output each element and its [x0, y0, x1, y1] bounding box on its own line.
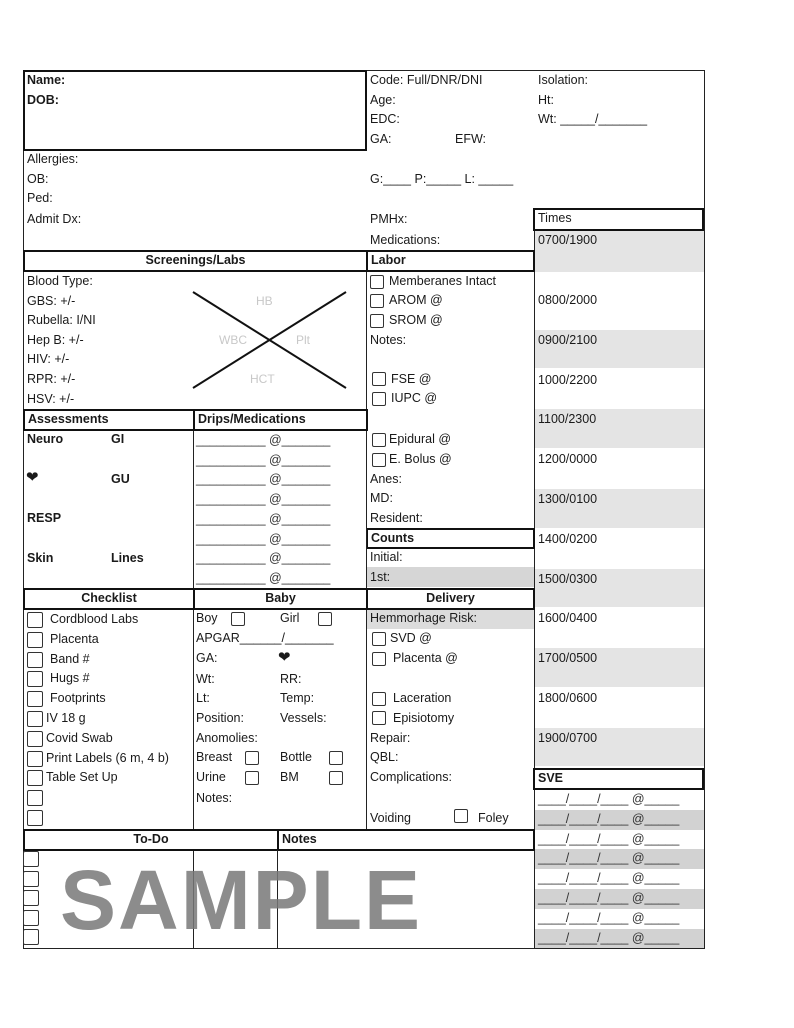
checklist-checkbox[interactable]	[27, 691, 43, 707]
checklist-checkbox[interactable]	[27, 612, 43, 628]
gpl-label: G:____ P:_____ L: _____	[370, 172, 514, 186]
drip-entry-line[interactable]: __________ @_______	[196, 492, 331, 507]
counts-first-label: 1st:	[370, 570, 391, 584]
bolus-label: E. Bolus @	[389, 452, 452, 466]
todo-checkbox[interactable]	[23, 929, 39, 945]
checklist-item: IV 18 g	[46, 711, 86, 725]
wbc-label: WBC	[219, 333, 247, 347]
bolus-checkbox[interactable]	[372, 453, 386, 467]
baby-header: Baby	[193, 588, 368, 610]
todo-header: To-Do	[23, 829, 279, 851]
checklist-item: Footprints	[50, 691, 106, 706]
heart-icon: ❤	[278, 649, 291, 666]
allergies-label: Allergies:	[27, 152, 79, 166]
episiotomy-checkbox[interactable]	[372, 711, 386, 725]
efw-label: EFW:	[455, 132, 487, 146]
time-slot-label: 1800/0600	[538, 691, 598, 705]
bottle-checkbox[interactable]	[329, 751, 343, 765]
checklist-item: Covid Swab	[46, 730, 113, 745]
lines-label: Lines	[111, 551, 144, 565]
fse-checkbox[interactable]	[372, 372, 386, 386]
baby-ga-label: GA:	[196, 651, 218, 665]
time-slot-label: 1500/0300	[538, 571, 598, 586]
boy-label: Boy	[196, 611, 218, 625]
hct-label: HCT	[250, 372, 275, 386]
code-label: Code: Full/DNR/DNI	[370, 73, 483, 87]
times-header: Times	[533, 208, 704, 231]
srom-checkbox[interactable]	[370, 314, 384, 328]
sve-entry-line[interactable]: ____/____/____ @_____	[538, 930, 680, 945]
arom-checkbox[interactable]	[370, 294, 384, 308]
screening-item: GBS: +/-	[27, 293, 76, 308]
checklist-checkbox[interactable]	[27, 632, 43, 648]
drip-entry-line[interactable]: __________ @_______	[196, 433, 331, 447]
ht-label: Ht:	[538, 93, 554, 107]
pmhx-label: PMHx:	[370, 212, 408, 226]
counts-initial-label: Initial:	[370, 550, 403, 564]
edc-label: EDC:	[370, 112, 400, 126]
screening-item: RPR: +/-	[27, 372, 76, 386]
counts-shade	[367, 567, 534, 587]
checklist-item: Print Labels (6 m, 4 b)	[46, 750, 169, 765]
laceration-checkbox[interactable]	[372, 692, 386, 706]
iupc-checkbox[interactable]	[372, 392, 386, 406]
time-slot-label: 1600/0400	[538, 611, 598, 626]
placenta-delivery-checkbox[interactable]	[372, 652, 386, 666]
labor-notes-label: Notes:	[370, 333, 407, 347]
iupc-label: IUPC @	[391, 391, 438, 405]
resident-label: Resident:	[370, 511, 423, 525]
placenta-delivery-label: Placenta @	[393, 651, 458, 665]
urine-checkbox[interactable]	[245, 771, 259, 785]
drip-entry-line[interactable]: __________ @_______	[196, 452, 331, 467]
lt-label: Lt:	[196, 691, 210, 705]
resp-label: RESP	[27, 511, 62, 525]
temp-label: Temp:	[280, 691, 315, 705]
drips-header: Drips/Medications	[193, 409, 368, 431]
srom-label: SROM @	[389, 313, 443, 327]
todo-checkbox[interactable]	[23, 910, 39, 926]
drip-entry-line[interactable]: __________ @_______	[196, 570, 331, 585]
heart-icon: ❤	[26, 469, 39, 486]
screening-item: Hep B: +/-	[27, 332, 84, 347]
breast-checkbox[interactable]	[245, 751, 259, 765]
checklist-checkbox[interactable]	[27, 810, 43, 826]
isolation-label: Isolation:	[538, 73, 589, 87]
rr-label: RR:	[280, 672, 302, 686]
gu-label: GU	[111, 472, 130, 486]
anes-label: Anes:	[370, 472, 402, 486]
neuro-label: Neuro	[27, 432, 64, 446]
svd-checkbox[interactable]	[372, 632, 386, 646]
checklist-item: Hugs #	[50, 671, 90, 686]
arom-label: AROM @	[389, 293, 443, 307]
breast-label: Breast	[196, 750, 233, 764]
admit-dx-label: Admit Dx:	[27, 212, 82, 226]
checklist-checkbox[interactable]	[27, 652, 43, 668]
episiotomy-label: Episiotomy	[393, 711, 455, 725]
sve-entry-line[interactable]: ____/____/____ @_____	[538, 891, 680, 905]
time-slot-label: 1300/0100	[538, 492, 598, 506]
bm-checkbox[interactable]	[329, 771, 343, 785]
apgar-label: APGAR______/_______	[196, 631, 334, 645]
sample-watermark: SAMPLE	[60, 853, 423, 947]
name-label: Name:	[27, 73, 66, 87]
divider	[366, 431, 367, 849]
sve-entry-line[interactable]: ____/____/____ @_____	[538, 910, 680, 925]
anomalies-label: Anomolies:	[196, 731, 258, 745]
checklist-item: Table Set Up	[46, 770, 118, 785]
epidural-label: Epidural @	[389, 432, 452, 446]
drip-entry-line[interactable]: __________ @_______	[196, 472, 331, 487]
counts-header: Counts	[366, 528, 535, 549]
screening-item: HSV: +/-	[27, 391, 75, 406]
baby-notes-label: Notes:	[196, 791, 233, 805]
complications-label: Complications:	[370, 770, 452, 784]
checklist-checkbox[interactable]	[27, 790, 43, 806]
membranes-label: Memberanes Intact	[389, 274, 496, 288]
checklist-item: Cordblood Labs	[50, 612, 139, 626]
checklist-item: Placenta	[50, 631, 99, 646]
sve-entry-line[interactable]: ____/____/____ @_____	[538, 831, 680, 846]
time-slot-label: 1200/0000	[538, 452, 598, 467]
position-label: Position:	[196, 711, 244, 725]
todo-checkbox[interactable]	[23, 890, 39, 906]
bottle-label: Bottle	[280, 750, 312, 764]
time-slot-label: 1700/0500	[538, 651, 598, 666]
notes-header: Notes	[277, 829, 535, 851]
fse-label: FSE @	[391, 372, 432, 386]
sve-entry-line[interactable]: ____/____/____ @_____	[538, 871, 680, 886]
epidural-checkbox[interactable]	[372, 433, 386, 447]
bm-label: BM	[280, 770, 299, 784]
sve-header: SVE	[533, 768, 704, 790]
md-label: MD:	[370, 491, 393, 505]
drip-entry-line[interactable]: __________ @_______	[196, 551, 331, 566]
time-slot-label: 1100/2300	[538, 412, 597, 427]
time-slot-label: 1000/2200	[538, 372, 598, 387]
screening-item: Blood Type:	[27, 274, 93, 288]
ob-label: OB:	[27, 172, 49, 186]
wt-label: Wt: _____/_______	[538, 112, 648, 126]
membranes-checkbox[interactable]	[370, 275, 384, 289]
screening-item: Rubella: I/NI	[27, 313, 96, 328]
laceration-label: Laceration	[393, 691, 452, 705]
hb-label: HB	[256, 294, 273, 308]
checklist-checkbox[interactable]	[27, 731, 43, 747]
time-slot-label: 0800/2000	[538, 293, 598, 307]
sve-entry-line[interactable]: ____/____/____ @_____	[538, 792, 680, 806]
drip-entry-line[interactable]: __________ @_______	[196, 511, 331, 526]
checklist-item: Band #	[50, 651, 90, 666]
skin-label: Skin	[27, 551, 54, 565]
sve-entry-line[interactable]: ____/____/____ @_____	[538, 851, 680, 866]
ped-label: Ped:	[27, 191, 53, 205]
ga-label: GA:	[370, 132, 392, 146]
checklist-checkbox[interactable]	[27, 711, 43, 727]
drip-entry-line[interactable]: __________ @_______	[196, 531, 331, 546]
age-label: Age:	[370, 93, 396, 107]
time-slot-label: 1900/0700	[538, 730, 598, 745]
sve-entry-line[interactable]: ____/____/____ @_____	[538, 811, 680, 826]
foley-checkbox[interactable]	[454, 809, 468, 823]
plt-label: Plt	[296, 333, 311, 347]
time-slot-label: 1400/0200	[538, 531, 598, 546]
screening-item: HIV: +/-	[27, 352, 70, 367]
checklist-checkbox[interactable]	[27, 770, 43, 786]
delivery-header: Delivery	[366, 588, 535, 610]
foley-label: Foley	[478, 811, 509, 825]
gi-label: GI	[111, 432, 125, 446]
svd-label: SVD @	[390, 631, 432, 645]
girl-label: Girl	[280, 611, 300, 625]
time-slot-label: 0700/1900	[538, 233, 598, 247]
urine-label: Urine	[196, 770, 226, 784]
boy-checkbox[interactable]	[231, 612, 245, 626]
time-slot-label: 0900/2100	[538, 332, 598, 347]
dob-label: DOB:	[27, 93, 59, 107]
todo-checkbox[interactable]	[23, 871, 39, 887]
todo-checkbox[interactable]	[23, 851, 39, 867]
checklist-checkbox[interactable]	[27, 671, 43, 687]
vessels-label: Vessels:	[280, 711, 327, 725]
checklist-checkbox[interactable]	[27, 751, 43, 767]
labor-header: Labor	[366, 250, 535, 272]
girl-checkbox[interactable]	[318, 612, 332, 626]
repair-label: Repair:	[370, 731, 411, 745]
medications-label: Medications:	[370, 233, 441, 247]
checklist-header: Checklist	[23, 588, 195, 610]
baby-wt-label: Wt:	[196, 672, 215, 686]
assessments-header: Assessments	[23, 409, 195, 431]
hemorrhage-label: Hemmorhage Risk:	[370, 611, 477, 625]
screenings-header: Screenings/Labs	[23, 250, 368, 272]
qbl-label: QBL:	[370, 750, 399, 764]
voiding-label: Voiding	[370, 811, 412, 825]
